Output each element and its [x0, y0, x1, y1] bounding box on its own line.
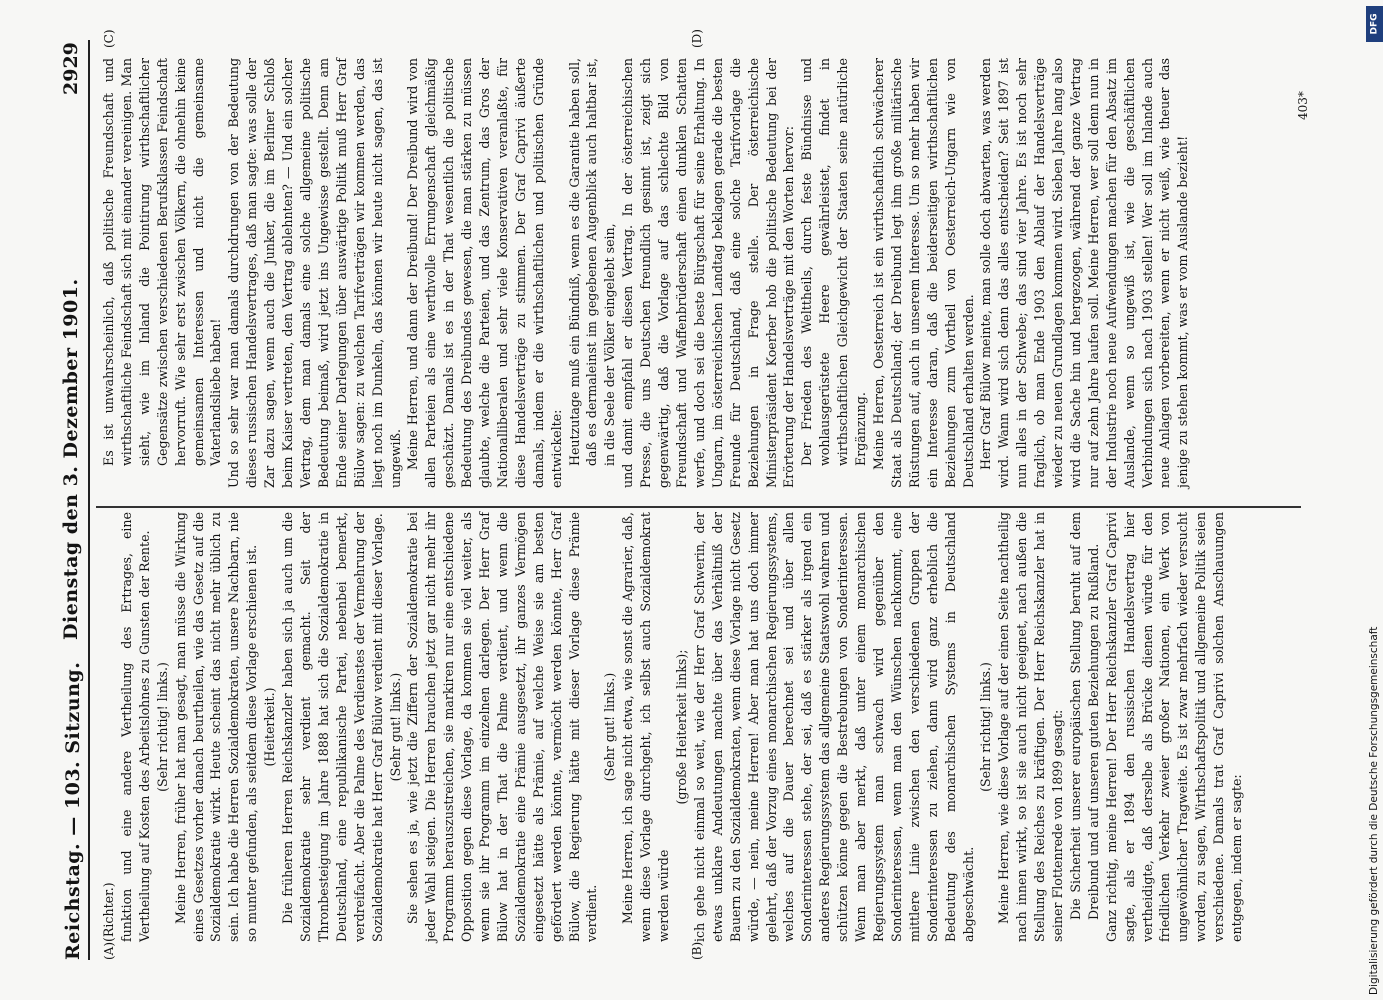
- paragraph: Meine Herren, früher hat man gesagt, man müsse die Wirkung eines Gesetzes vorher danach beurtheilen, wie das Gesetz auf die Sozialdemokratie wirkt. Heute scheint das nicht mehr üblich zu sein. Ich habe die Herren Sozialdemokraten, unsere Nachbarn, nie so munter gefunden, als seitdem diese Vorlage erschienen ist.: [172, 512, 260, 942]
- header-rule: [88, 40, 90, 960]
- quotation: Der Frieden des Welttheils, durch feste Bündnisse und wohlausgerüstete Heere gewährleistet, findet in wirthschaftlichen Gleichgewicht der Staaten seine natürliche Ergänzung.: [799, 58, 869, 466]
- paragraph: Herr Graf Bülow meinte, man solle doch abwarten, was werden wird. Wann wird sich denn das alles entscheiden? Seit 1897 ist nun alles in der Schwebe; das sind vier Jahre. Es ist noch sehr fraglich, ob man Ende 1903 den Ablauf der Handelsverträge wieder zu neuen Grundlagen kommen wird. Sieben Jahre lang also wird die Sache hin und hergezogen, während der ganze Vertrag nur auf zehn Jahre laufen soll. Meine Herren, wer soll denn nun in der Industrie noch neue Aufwendungen machen für den Absatz im Auslande, wenn so ungewiß ist, wie die geschäftlichen Verbindungen sich nach 1903 stellen! Wer soll im Inlande auch neue Anlagen vorbereiten, wenn er nicht weiß, wie theuer das jenige zu stehen kommt, was er vom Auslande bezieht!: [978, 58, 1191, 488]
- footer-reference: 403*: [1296, 91, 1310, 120]
- marker-b: (B): [690, 941, 704, 960]
- paragraph: ich gehe nicht einmal so weit, wie der Herr Graf Schwerin, der etwas unklare Andeutungen machte über das Verhältniß der Bauern zu den Sozialdemokraten, wenn diese Vorlage nicht Gesetz würde, — nein, meine Herren! Aber man hat uns doch immer gelehrt, daß der Vorzug eines monarchischen Regierungssystems, welches auf die Dauer berechnet sei und über allen Sonderinteressen stehe, der sei, daß es stärker als irgend ein anderes Regierungssystem das allgemeine Staatswohl wahren und schützen könne gegen die Bestrebungen von Sonderinteressen. Wenn man aber merkt, daß unter einem monarchischen Regierungssystem man schwach wird gegenüber den Sonderinteressen, wenn man den Wünschen nachkommt, eine mittlere Linie zwischen den verschiedenen Gruppen der Sonderinteressen zu ziehen, dann wird ganz erheblich die Bedeutung des monarchischen Systems in Deutschland abgeschwächt.: [691, 512, 976, 942]
- paragraph: Meine Herren, und dann der Dreibund! Der Dreibund wird von allen Parteien als eine werthvolle Errungenschaft gleichmäßig geschätzt. Damals ist es in der That wesentlich die politische Bedeutung des Dreibundes gewesen, die man stärken zu müssen glaubte, welche die Parteien, und das Zentrum, das Gros der Nationalliberalen und sehr viele Konservativen veranlaßte, für diese Handelsverträge zu stimmen. Der Graf Caprivi äußerte damals, indem er die wirthschaftlichen und politischen Gründe entwickelte:: [405, 58, 564, 488]
- column-rule: [96, 506, 1301, 508]
- header-left: Reichstag. — 103. Sitzung.: [62, 661, 84, 960]
- paragraph: Und so sehr war man damals durchdrungen von der Bedeutung dieses russischen Handelsvertrages, daß man sagte: was solle der Zar dazu sagen, wenn auch die Junker, die im Berliner Schloß beim Kaiser vertreten, den Vertrag ablehnten? — Und ein solcher Vertrag, dem man damals eine solche allgemeine politische Bedeutung beimaß, wird jetzt ins Ungewisse gestellt. Denn am Ende seiner Darlegungen über auswärtige Politik muß Herr Graf Bülow sagen: zu welchen Tarifverträgen wir kommen werden, das liegt noch im Dunkeln, das können wir heute nicht sagen, das ist ungewiß.: [226, 58, 403, 488]
- paragraph: und damit empfahl er diesen Vertrag. In der österreichischen Presse, die uns Deutschen freundlich gesinnt ist, zeigt sich gegenwärtig, daß die Vorlage auf das schlechte Bild von Freundschaft und Waffenbrüderschaft einen dunklen Schatten werfe, und doch sei die beste Bürgschaft für seine Erhaltung. In Ungarn, im österreichischen Landtag beklagen gerade die besten Freunde für Deutschland, daß eine solche Tarifvorlage die Beziehungen in Frage stelle. Der österreichische Ministerpräsident Koerber hob die politische Bedeutung bei der Erörterung der Handelsverträge mit den Worten hervor:: [620, 58, 797, 488]
- marker-a: (A): [102, 941, 116, 960]
- paragraph: funktion und eine andere Vertheilung des Ertrages, eine Vertheilung auf Kosten des Arbeitslohnes zu Gunsten der Rente.: [118, 512, 152, 942]
- interjection: (große Heiterkeit links);: [674, 649, 689, 805]
- paragraph: Meine Herren, Oesterreich ist ein wirthschaftlich schwächerer Staat als Deutschland; der Dreibund legt ihm große militärische Rüstungen auf, auch in unserem Interesse. Um so mehr haben wir ein Interesse daran, daß die beiderseitigen wirthschaftlichen Beziehungen zum Vortheil von Oesterreich-Ungarn wie von Deutschland erhalten werden.: [870, 58, 976, 488]
- interjection: (Sehr richtig! links.): [154, 662, 170, 792]
- interjection: (Heiterkeit.): [262, 687, 278, 767]
- header-center: Dienstag den 3. Dezember 1901.: [60, 278, 82, 640]
- page-number: 2929: [60, 42, 82, 95]
- marker-c: (C): [102, 29, 116, 48]
- paragraph: Meine Herren, wie diese Vorlage auf der einen Seite nachtheilig nach innen wirkt, so ist sie auch nicht geeignet, nach außen die Stellung des Reiches zu kräftigen. Der Herr Reichskanzler hat in seiner Flottenrede von 1899 gesagt:: [996, 512, 1066, 942]
- quotation: Heutzutage muß ein Bündniß, wenn es die Garantie haben soll, daß es dermaleinst im gegebenen Augenblick auch haltbar ist, in die Seele der Völker eingelebt sein,: [566, 58, 618, 466]
- left-column: [100, 512, 1246, 942]
- paragraph: Die früheren Herren Reichskanzler haben sich ja auch um die Sozialdemokratie sehr verdient gemacht. Seit der Thronbesteigung im Jahre 1888 hat sich die Sozialdemokratie in Deutschland, eine republikanische Partei, nebenbei bemerkt, verdreifacht. Aber die Palme des Verdienstes der Vermehrung der Sozialdemokratie hat Herr Graf Bülow verdient mit dieser Vorlage.: [280, 512, 385, 942]
- quotation: Die Sicherheit unserer europäischen Stellung beruht auf dem Dreibund und auf unseren guten Beziehungen zu Rußland.: [1067, 512, 1101, 920]
- paragraph: Meine Herren, ich sage nicht etwa, wie sonst die Agrarier, daß, wenn diese Vorlage durchgeht, ich selbst auch Sozialdemokrat werden würde: [620, 512, 672, 942]
- interjection: (Sehr gut! links.): [387, 672, 403, 782]
- dfg-logo: DFG: [1366, 6, 1383, 42]
- paragraph: Sie sehen es ja, wie jetzt die Ziffern der Sozialdemokratie bei jeder Wahl steigen. Die Herren brauchen jetzt gar nicht mehr ihr Programm herauszustreichen, sie markiren nur eine entschiedene Opposition gegen diese Vorlage, da kommen sie viel weiter, als wenn sie ihr Programm im einzelnen darlegen. Der Herr Graf Bülow hat in der That die Palme verdient, und wenn die Sozialdemokratie eine Prämie ausgesetzt, ihr ganzes Vermögen eingesetzt hätte als Prämie, auf welche Weise sie am besten gefördert werden könnte, vermöcht werden könnte, Herr Graf Bülow, die Regierung hätte mit dieser Vorlage diese Prämie verdient.: [405, 512, 600, 942]
- marker-d: (D): [690, 29, 704, 48]
- paragraph: Ganz richtig, meine Herren! Der Herr Reichskanzler Graf Caprivi sagte, als er 1894 den russischen Handelsvertrag hier vertheidigte, daß derselbe als Brücke dienen würde für den friedlichen Verkehr zweier großer Nationen, ein Werk von ungewöhnlicher Tragweite. Es ist zwar mehrfach wieder versucht worden, zu sagen, Wirthschaftspolitik und allgemeine Politik seien verschiedene. Damals trat Graf Caprivi solchen Anschauungen entgegen, indem er sagte:: [1103, 512, 1245, 942]
- digitization-credit: Digitalisierung gefördert durch die Deutsche Forschungsgemeinschaft: [1368, 626, 1380, 995]
- interjection: (Sehr gut! links.): [602, 672, 618, 782]
- right-column: [100, 58, 1192, 488]
- speaker-label: (Richter.): [101, 882, 116, 942]
- quotation: Es ist unwahrscheinlich, daß politische Freundschaft und wirthschaftliche Feindschaft sich mit einander vereinigen. Man sieht, wie im Inland die Pointirung wirthschaftlicher Gegensätze zwischen verschiedenen Berufsklassen Feindschaft hervorruft. Wie sehr erst zwischen Völkern, die ohnehin keine gemeinsamen Interessen und nicht die gemeinsame Vaterlandsliebe haben!: [101, 58, 224, 466]
- interjection: (Sehr richtig! links.): [978, 662, 994, 792]
